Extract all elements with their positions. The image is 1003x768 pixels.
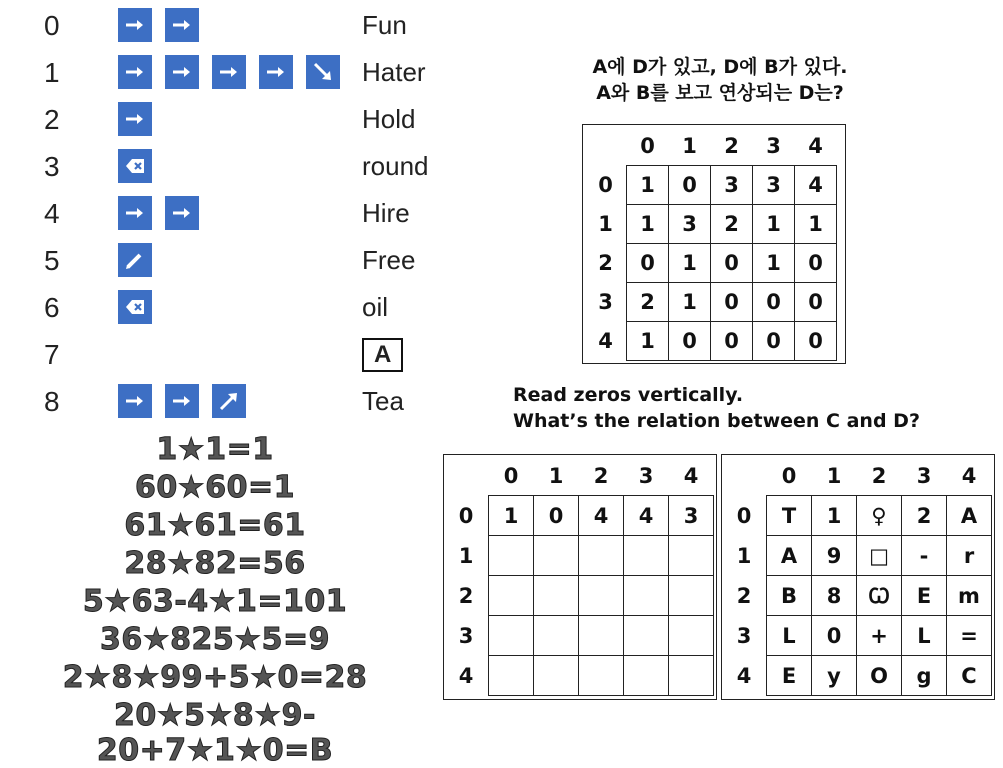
grid-cell: 4 [624, 496, 669, 536]
grid-cell [624, 536, 669, 576]
grid-cell: 2 [711, 205, 753, 244]
grid-cell [669, 536, 714, 576]
grid-cell [624, 656, 669, 696]
grid-corner [444, 456, 489, 496]
row-header: 4 [458, 663, 474, 688]
row-number: 0 [44, 10, 60, 41]
grid-cell: 1 [627, 322, 669, 361]
grid-cell [489, 616, 534, 656]
grid-cell: - [902, 536, 947, 576]
row-word: round [362, 151, 429, 181]
prompt-line-1: A에 D가 있고, D에 B가 있다. [592, 56, 848, 78]
row-header: 1 [736, 543, 752, 568]
row-header: 2 [458, 583, 474, 608]
arrow-right-icon [165, 384, 199, 418]
grid-cell: A [947, 496, 992, 536]
row-word: Hold [362, 104, 416, 134]
grid-cell [489, 576, 534, 616]
row-header: 3 [598, 290, 613, 314]
column-header: 3 [638, 463, 654, 488]
grid-cell: = [947, 616, 992, 656]
prompt-line-1: Read zeros vertically. [513, 384, 744, 406]
column-header: 1 [826, 463, 842, 488]
row-header: 0 [736, 503, 752, 528]
row-word: Hire [362, 198, 410, 228]
column-header: 0 [640, 134, 655, 158]
grid-cell [534, 656, 579, 696]
column-header: 0 [781, 463, 797, 488]
grid-cell: 0 [669, 166, 711, 205]
column-header: 0 [503, 463, 519, 488]
equation-line: 36★825★5=9 [99, 622, 331, 657]
grid-cell: Ꞷ [857, 576, 902, 616]
grid-cell [669, 616, 714, 656]
grid-cell: 2 [627, 283, 669, 322]
grid-cell: ♀ [857, 496, 902, 536]
grid-cell: 1 [753, 205, 795, 244]
column-header: 4 [808, 134, 823, 158]
grid-cell [579, 656, 624, 696]
prompt-line-2: What’s the relation between C and D? [513, 410, 920, 432]
row-word: Fun [362, 10, 407, 40]
grid-cell: 3 [711, 166, 753, 205]
equation-line: 1★1=1 [156, 432, 274, 467]
icon-row [118, 8, 199, 42]
icon-row [118, 196, 199, 230]
grid-cell: L [902, 616, 947, 656]
row-header: 4 [598, 329, 613, 353]
arrow-right-icon [118, 55, 152, 89]
row-word: Free [362, 245, 416, 275]
grid-cell [534, 616, 579, 656]
grid-e [721, 454, 995, 700]
icon-row [118, 243, 152, 277]
grid-cell: C [947, 656, 992, 696]
icon-row [118, 290, 152, 324]
grid-cell: 0 [753, 283, 795, 322]
grid-cell: 1 [489, 496, 534, 536]
grid-corner [722, 456, 767, 496]
grid-cell: 1 [669, 244, 711, 283]
grid-cell: 3 [669, 205, 711, 244]
grid-cell: L [767, 616, 812, 656]
grid-cell: 1 [795, 205, 837, 244]
grid-cell: 3 [669, 496, 714, 536]
grid-cell: 0 [627, 244, 669, 283]
arrow-right-icon [118, 8, 152, 42]
column-header: 2 [724, 134, 739, 158]
row-number: 7 [44, 339, 60, 370]
column-header: 4 [683, 463, 699, 488]
arrow-up-right-icon [212, 384, 246, 418]
grid-cell: E [767, 656, 812, 696]
equation-line: 2★8★99+5★0=28 [62, 660, 368, 695]
grid-cell: g [902, 656, 947, 696]
arrow-right-icon [165, 196, 199, 230]
grid-cell: 0 [711, 322, 753, 361]
grid-cell: 0 [534, 496, 579, 536]
grid-cell [534, 536, 579, 576]
equation-line: 60★60=1 [135, 470, 295, 505]
grid-cell: 1 [627, 205, 669, 244]
row-number: 1 [44, 57, 60, 88]
row-number: 2 [44, 104, 60, 135]
grid-cell: □ [857, 536, 902, 576]
grid-cell: 1 [812, 496, 857, 536]
icon-row [118, 102, 152, 136]
icon-row [118, 384, 246, 418]
backspace-icon [118, 290, 152, 324]
row-number: 4 [44, 198, 60, 229]
equation-line: 28★82=56 [124, 546, 306, 581]
row-header: 0 [598, 173, 613, 197]
arrow-right-icon [259, 55, 293, 89]
grid-cell [579, 616, 624, 656]
column-header: 2 [593, 463, 609, 488]
column-header: 2 [871, 463, 887, 488]
grid-cell: 4 [579, 496, 624, 536]
row-header: 3 [736, 623, 752, 648]
row-header: 2 [736, 583, 752, 608]
grid-cell: 2 [902, 496, 947, 536]
grid-cell: 1 [669, 283, 711, 322]
grid-cell: r [947, 536, 992, 576]
row-word: Tea [362, 386, 404, 416]
grid-cell: 0 [753, 322, 795, 361]
row-number: 3 [44, 151, 60, 182]
arrow-right-icon [118, 384, 152, 418]
korean-prompt [560, 54, 880, 106]
row-header: 3 [458, 623, 474, 648]
prompt-line-2: A와 B를 보고 연상되는 D는? [596, 82, 844, 104]
grid-cell: 0 [795, 244, 837, 283]
grid-cell: 0 [795, 283, 837, 322]
grid-cell [534, 576, 579, 616]
grid-cell: 0 [711, 283, 753, 322]
row-header: 2 [598, 251, 613, 275]
grid-cell: B [767, 576, 812, 616]
grid-cell [489, 536, 534, 576]
row-number: 5 [44, 245, 60, 276]
arrow-right-icon [118, 102, 152, 136]
arrow-right-icon [212, 55, 246, 89]
grid-d [582, 124, 846, 364]
equation-line: 20★5★8★9-20+7★1★0=B [96, 698, 334, 768]
grid-cell: O [857, 656, 902, 696]
grid-cell [669, 656, 714, 696]
grid-cell: A [767, 536, 812, 576]
row-word: oil [362, 292, 389, 322]
row-header: 1 [598, 212, 613, 236]
grid-corner [585, 127, 627, 166]
column-header: 1 [548, 463, 564, 488]
row-header: 0 [458, 503, 474, 528]
row-number: 8 [44, 386, 60, 417]
grid-cell: 1 [627, 166, 669, 205]
english-prompt [513, 382, 920, 434]
row-header: 1 [458, 543, 474, 568]
grid-cell: 4 [795, 166, 837, 205]
grid-cell: 0 [812, 616, 857, 656]
answer-box: A [362, 338, 403, 372]
grid-cell [579, 576, 624, 616]
grid-cell: T [767, 496, 812, 536]
grid-cell: 8 [812, 576, 857, 616]
grid-cell: 9 [812, 536, 857, 576]
grid-cell: 0 [711, 244, 753, 283]
column-header: 4 [961, 463, 977, 488]
grid-cell [579, 536, 624, 576]
column-header: 3 [916, 463, 932, 488]
grid-cell [669, 576, 714, 616]
equation-line: 61★61=61 [124, 508, 306, 543]
grid-cell: y [812, 656, 857, 696]
pencil-icon [118, 243, 152, 277]
column-header: 3 [766, 134, 781, 158]
column-header: 1 [682, 134, 697, 158]
grid-c [443, 454, 717, 700]
grid-cell [624, 616, 669, 656]
grid-cell: 3 [753, 166, 795, 205]
arrow-right-icon [165, 55, 199, 89]
backspace-icon [118, 149, 152, 183]
grid-cell: m [947, 576, 992, 616]
grid-cell: + [857, 616, 902, 656]
grid-cell: 0 [669, 322, 711, 361]
arrow-down-right-icon [306, 55, 340, 89]
arrow-right-icon [165, 8, 199, 42]
row-number: 6 [44, 292, 60, 323]
grid-cell: 0 [795, 322, 837, 361]
icon-row [118, 55, 340, 89]
grid-cell [624, 576, 669, 616]
grid-cell: 1 [753, 244, 795, 283]
row-header: 4 [736, 663, 752, 688]
row-word: Hater [362, 57, 426, 87]
grid-cell: E [902, 576, 947, 616]
arrow-right-icon [118, 196, 152, 230]
equation-line: 5★63-4★1=101 [82, 584, 348, 619]
grid-cell [489, 656, 534, 696]
icon-row [118, 149, 152, 183]
